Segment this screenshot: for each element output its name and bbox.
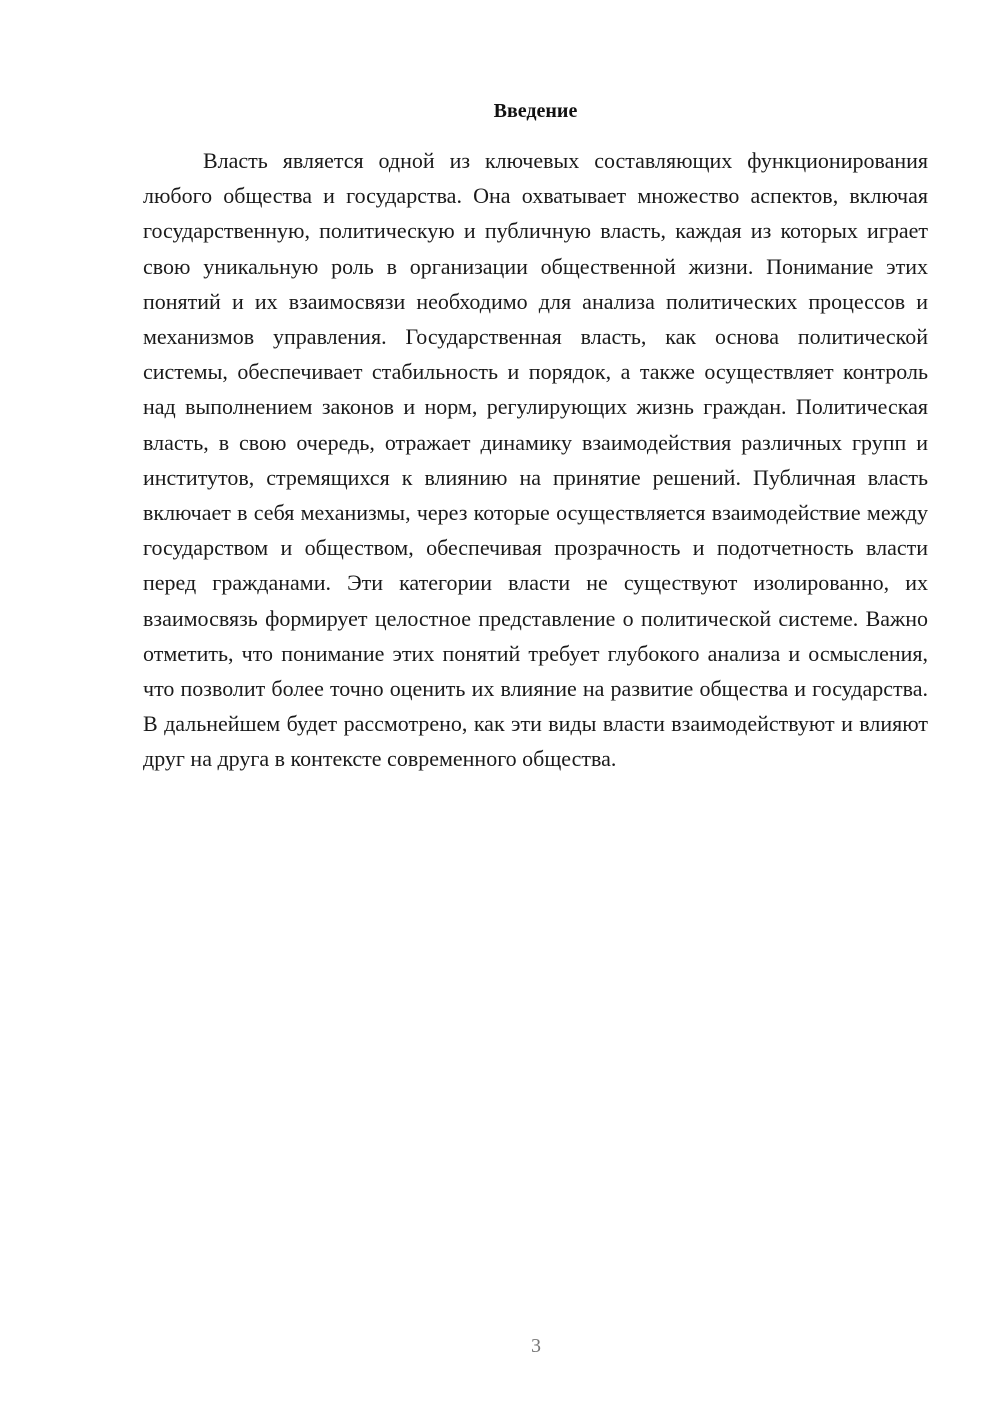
body-paragraph: Власть является одной из ключевых составляющих функционирования любого общества и государства. Она охватывает множество аспектов, включая государственную, политическую и публичную власть, каждая из которых играет свою уникальную роль в организации общественной жизни. Понимание этих понятий и их взаимосвязи необходимо для анализа политических процессов и механизмов управления. Государственная власть, как основа политической системы, обеспечивает стабильность и порядок, а также осуществляет контроль над выполнением законов и норм, регулирующих жизнь граждан. Политическая власть, в свою очередь, отражает динамику взаимодействия различных групп и институтов, стремящихся к влиянию на принятие решений. Публичная власть включает в себя механизмы, через которые осуществляется взаимодействие между государством и обществом, обеспечивая прозрачность и подотчетность власти перед гражданами. Эти категории власти не существуют изолированно, их взаимосвязь формирует целостное представление о политической системе. Важно отметить, что понимание этих понятий требует глубокого анализа и осмысления, что позволит более точно оценить их влияние на развитие общества и государства. В дальнейшем будет рассмотрено, как эти виды власти взаимодействуют и влияют друг на друга в контексте современного общества. (143, 148, 928, 772)
section-heading: Введение (493, 100, 578, 122)
page-number: 3 (531, 1335, 541, 1357)
